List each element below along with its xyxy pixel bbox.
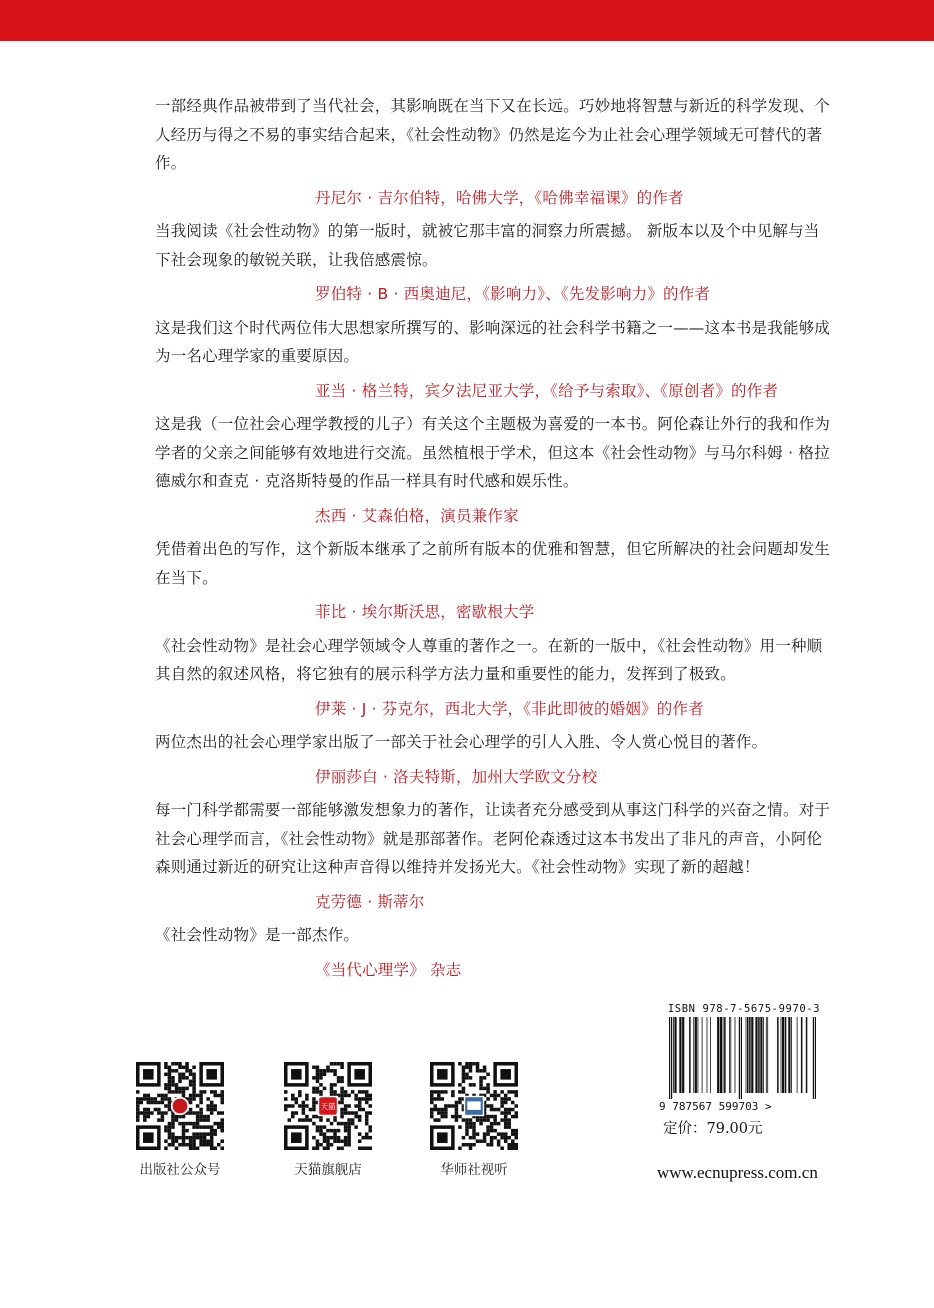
- endorsement-attribution: 丹尼尔 · 吉尔伯特，哈佛大学，《哈佛幸福课》的作者: [315, 188, 684, 207]
- endorsement-quote: 凭借着出色的写作，这个新版本继承了之前所有版本的优雅和智慧，但它所解决的社会问题却发生在当下。: [155, 540, 831, 587]
- endorsement-attribution: 菲比 · 埃尔斯沃思，密歇根大学: [315, 603, 535, 621]
- price-label: 定价：79.00元: [663, 1121, 763, 1137]
- barcode: [659, 1017, 825, 1099]
- publisher-logo-icon: [173, 1099, 188, 1114]
- isbn-block: [659, 1003, 829, 1138]
- endorsement-attribution: 伊莱 · J · 芬克尔，西北大学，《非此即彼的婚姻》的作者: [315, 699, 704, 718]
- endorsement-attribution: 《当代心理学》 杂志: [315, 960, 462, 979]
- publisher-website: www.ecnupress.com.cn: [657, 1163, 818, 1182]
- endorsement-attribution: 杰西 · 艾森伯格，演员兼作家: [315, 506, 519, 525]
- tmall-badge: 天猫: [320, 1102, 336, 1112]
- tmall-store-qr-code: [284, 1062, 372, 1150]
- endorsement-attribution: 伊丽莎白 · 洛夫特斯，加州大学欧文分校: [315, 767, 598, 786]
- endorsement-quote: 这是我们这个时代两位伟大思想家所撰写的、影响深远的社会科学书籍之一——这本书是我能够成为一名心理学家的重要原因。: [155, 318, 831, 365]
- qr-video-channel: [428, 1062, 520, 1178]
- endorsement-quote: 一部经典作品被带到了当代社会，其影响既在当下又在长远。巧妙地将智慧与新近的科学发现、个人经历与得之不易的事实结合起来，《社会性动物》仍然是迄今为止社会心理学领域无可替代的著作。: [155, 97, 831, 172]
- isbn-label: ISBN 978-7-5675-9970-3: [667, 1003, 821, 1015]
- top-red-band: [0, 0, 934, 41]
- video-channel-qr-code: [430, 1062, 518, 1150]
- qr-label: 华师社视听: [440, 1162, 508, 1178]
- endorsement-list: [155, 92, 835, 989]
- endorsement-quote: 《社会性动物》是社会心理学领域令人尊重的著作之一。在新的一版中，《社会性动物》用一种顺其自然的叙述风格，将它独有的展示科学方法力量和重要性的能力，发挥到了极致。: [155, 636, 823, 683]
- endorsement-attribution: 罗伯特 · B · 西奥迪尼，《影响力》、《先发影响力》的作者: [315, 285, 711, 303]
- endorsement-attribution: 亚当 · 格兰特，宾夕法尼亚大学，《给予与索取》、《原创者》的作者: [315, 381, 779, 400]
- endorsement-quote: 《社会性动物》是一部杰作。: [155, 926, 360, 944]
- barcode-digits: 9 787567 599703 >: [659, 1100, 772, 1113]
- endorsement-quote: 每一门科学都需要一部能够激发想象力的著作，让读者充分感受到从事这门科学的兴奋之情。对于社会心理学而言，《社会性动物》就是那部著作。老阿伦森透过这本书发出了非凡的声音，小阿伦森则通过新近的研究让这种声音得以维持并发扬光大。《社会性动物》实现了新的超越！: [155, 801, 831, 876]
- qr-publisher-account: [134, 1062, 226, 1178]
- endorsement-quote: 两位杰出的社会心理学家出版了一部关于社会心理学的引人入胜、令人赏心悦目的著作。: [155, 733, 768, 751]
- qr-tmall-store: [282, 1062, 374, 1178]
- publisher-account-qr-code: [136, 1062, 224, 1150]
- qr-label: 天猫旗舰店: [294, 1162, 362, 1178]
- endorsement-quote: 这是我（一位社会心理学教授的儿子）有关这个主题极为喜爱的一本书。阿伦森让外行的我和作为学者的父亲之间能够有效地进行交流。虽然植根于学术，但这本《社会性动物》与马尔科姆 · 格拉德威尔和查克 · 克洛斯特曼的作品一样具有时代感和娱乐性。: [155, 415, 831, 490]
- endorsement-attribution: 克劳德 · 斯蒂尔: [315, 892, 425, 911]
- endorsement-quote: 当我阅读《社会性动物》的第一版时，就被它那丰富的洞察力所震撼。 新版本以及个中见解与当下社会现象的敏锐关联，让我倍感震惊。: [155, 222, 820, 269]
- qr-label: 出版社公众号: [139, 1162, 221, 1178]
